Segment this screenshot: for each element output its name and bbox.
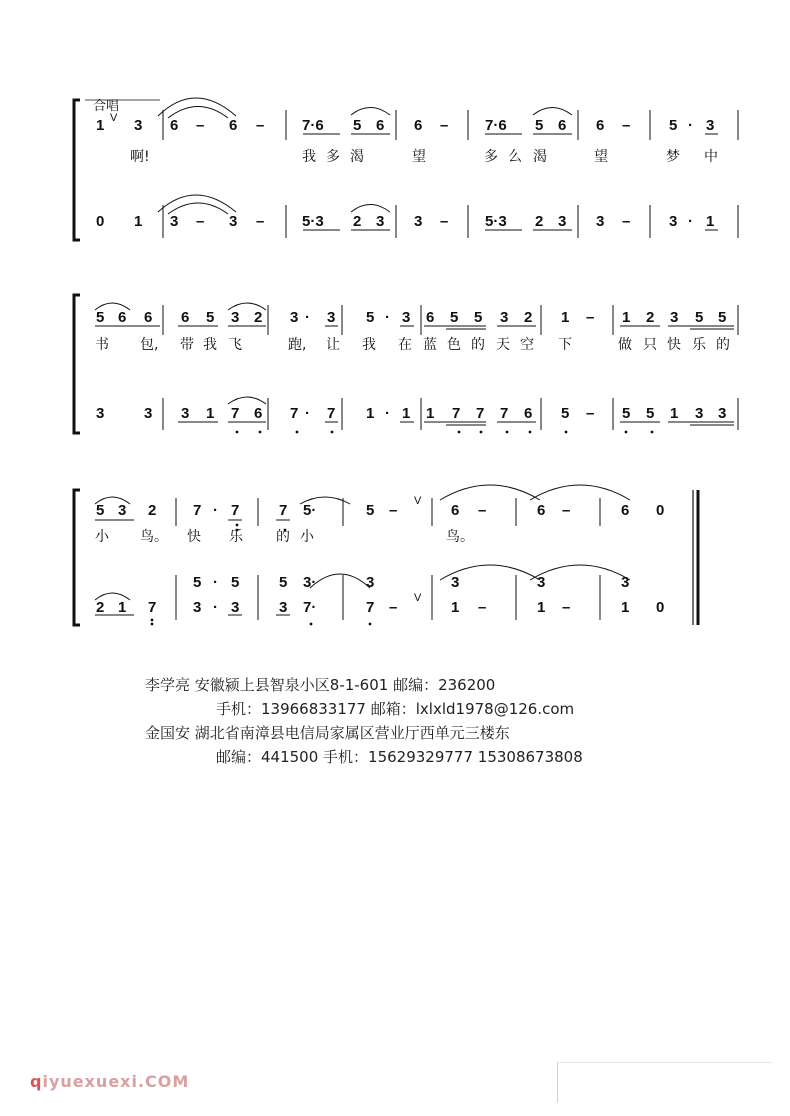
note: 2 <box>254 309 263 326</box>
note: 1 <box>426 405 435 422</box>
lyric: 的 <box>471 337 485 353</box>
note: – <box>440 117 449 134</box>
note: · <box>213 599 218 616</box>
note: 3 <box>327 309 336 326</box>
note: 3 <box>170 213 179 230</box>
note: 1 <box>706 213 715 230</box>
note: 1 <box>621 599 630 616</box>
note: 5·3 <box>302 213 324 230</box>
note: 3 <box>451 574 460 591</box>
note: 5 <box>646 405 655 422</box>
note: · <box>688 117 693 134</box>
note: 3 <box>402 309 411 326</box>
note: 7 <box>231 405 240 422</box>
lyric: 做 <box>618 337 632 353</box>
note: 7 <box>231 502 240 519</box>
note: 7 <box>290 405 299 422</box>
note: 5 <box>695 309 704 326</box>
note: 6 <box>537 502 546 519</box>
contact-line-1: 李学亮 安徽颍上县智泉小区8-1-601 邮编：236200 <box>145 676 496 694</box>
note: 5 <box>279 574 288 591</box>
note: 6 <box>254 405 263 422</box>
note: 5· <box>303 502 317 519</box>
note: · <box>305 405 310 422</box>
lyric: 乐 <box>229 529 243 545</box>
note: · <box>385 309 390 326</box>
note: 7 <box>476 405 485 422</box>
system-bracket <box>74 295 80 433</box>
contact-info <box>0 668 790 778</box>
note: 6 <box>621 502 630 519</box>
note: V <box>110 112 118 124</box>
note: 0 <box>96 213 105 230</box>
note: 3 <box>695 405 704 422</box>
note: 1 <box>622 309 631 326</box>
note: 3 <box>621 574 630 591</box>
lyric: 多 <box>326 149 340 165</box>
note: 6 <box>118 309 127 326</box>
note: 3 <box>231 309 240 326</box>
note: 6 <box>144 309 153 326</box>
note: 7 <box>148 599 157 616</box>
note: 1 <box>402 405 411 422</box>
note: 1 <box>134 213 143 230</box>
note: 2 <box>148 502 157 519</box>
note: 2 <box>535 213 544 230</box>
contact-line-2: 手机：13966833177 邮箱：lxlxld1978@126.com <box>216 700 575 718</box>
note: 1 <box>118 599 127 616</box>
note: 2 <box>524 309 533 326</box>
note: 3 <box>96 405 105 422</box>
lyric: 蓝 <box>423 337 437 353</box>
lyric: 我 <box>362 337 376 353</box>
note: 5 <box>718 309 727 326</box>
note: 5 <box>231 574 240 591</box>
note: · <box>688 213 693 230</box>
note: 1 <box>670 405 679 422</box>
lyric: 啊! <box>130 149 150 165</box>
note: 7·6 <box>302 117 324 134</box>
lyric: 只 <box>643 337 657 353</box>
note: 3 <box>118 502 127 519</box>
note: – <box>196 213 205 230</box>
note: 0 <box>656 502 665 519</box>
note: – <box>478 502 487 519</box>
note: 5·3 <box>485 213 507 230</box>
lyric: 梦 <box>666 149 680 165</box>
note: 5 <box>353 117 362 134</box>
corner-frame <box>557 1062 773 1103</box>
lyric: 下 <box>558 337 572 353</box>
note: 3 <box>193 599 202 616</box>
note: · <box>213 574 218 591</box>
note: 5 <box>206 309 215 326</box>
note: 3 <box>144 405 153 422</box>
note: – <box>256 117 265 134</box>
chorus-label: 合唱 <box>93 99 120 114</box>
note: 7 <box>366 599 375 616</box>
note: 3 <box>558 213 567 230</box>
note: 3 <box>279 599 288 616</box>
note: 7 <box>500 405 509 422</box>
note: 7·6 <box>485 117 507 134</box>
note: 6 <box>596 117 605 134</box>
note: 3· <box>303 574 317 591</box>
lyric: 快 <box>187 529 201 545</box>
note: 1 <box>537 599 546 616</box>
system-bracket <box>74 100 80 240</box>
note: 7 <box>452 405 461 422</box>
lyric: 渴 <box>533 149 547 165</box>
note: – <box>586 405 595 422</box>
note: 3 <box>134 117 143 134</box>
note: – <box>440 213 449 230</box>
note: 7 <box>327 405 336 422</box>
lyric: 鸟。 <box>140 529 168 545</box>
note: 5 <box>535 117 544 134</box>
lyric: 在 <box>398 337 412 353</box>
note: 1 <box>366 405 375 422</box>
note: 6 <box>181 309 190 326</box>
contact-line-3: 金国安 湖北省南漳县电信局家属区营业厅西单元三楼东 <box>145 724 510 742</box>
note: 5 <box>450 309 459 326</box>
note: 6 <box>524 405 533 422</box>
note: 2 <box>96 599 105 616</box>
lyric: 飞 <box>228 337 242 353</box>
note: 5 <box>622 405 631 422</box>
note: 5 <box>366 309 375 326</box>
note: – <box>622 213 631 230</box>
lyric: 望 <box>594 149 608 165</box>
lyric: 让 <box>326 337 340 353</box>
lyric: 中 <box>704 149 718 165</box>
note: – <box>562 502 571 519</box>
lyric: 快 <box>667 337 681 353</box>
note: 3 <box>181 405 190 422</box>
note: 5 <box>366 502 375 519</box>
lyric: 的 <box>716 337 730 353</box>
note: 3 <box>670 309 679 326</box>
note: 3 <box>669 213 678 230</box>
note: – <box>389 502 398 519</box>
note: 7 <box>193 502 202 519</box>
note: V <box>414 495 422 507</box>
note: 6 <box>376 117 385 134</box>
lyric: 空 <box>520 337 534 353</box>
note: 3 <box>718 405 727 422</box>
note: 1 <box>96 117 105 134</box>
note: 5 <box>669 117 678 134</box>
lyric: 么 <box>508 149 522 165</box>
note: 3 <box>500 309 509 326</box>
note: 7 <box>279 502 288 519</box>
watermark-q: q <box>30 1072 43 1091</box>
lyric: 带 <box>180 337 194 353</box>
note: 6 <box>229 117 238 134</box>
note: 5 <box>193 574 202 591</box>
lyric: 望 <box>412 149 426 165</box>
lyric: 包, <box>140 337 159 353</box>
lyric: 我 <box>203 337 217 353</box>
note: 6 <box>426 309 435 326</box>
site-watermark <box>30 1072 189 1091</box>
note: 3 <box>596 213 605 230</box>
note: 3 <box>537 574 546 591</box>
lyric: 鸟。 <box>446 529 474 545</box>
lyric: 多 <box>484 149 498 165</box>
note: 3 <box>290 309 299 326</box>
note: 3 <box>229 213 238 230</box>
note: · <box>385 405 390 422</box>
lyric: 我 <box>302 149 316 165</box>
note: – <box>256 213 265 230</box>
note: 6 <box>170 117 179 134</box>
contact-line-4: 邮编：441500 手机：15629329777 15308673808 <box>216 748 583 766</box>
note: 7· <box>303 599 317 616</box>
note: 3 <box>366 574 375 591</box>
note: – <box>478 599 487 616</box>
lyric: 色 <box>447 337 461 353</box>
lyric: 的 <box>276 529 290 545</box>
note: 5 <box>96 309 105 326</box>
lyric: 小 <box>95 529 109 545</box>
watermark-text: iyuexuexi.COM <box>42 1072 190 1091</box>
lyric: 小 <box>300 529 314 545</box>
note: 2 <box>646 309 655 326</box>
note: 3 <box>376 213 385 230</box>
lyric: 跑, <box>288 337 307 353</box>
note: 2 <box>353 213 362 230</box>
lyric: 渴 <box>350 149 364 165</box>
lyric: 乐 <box>692 337 706 353</box>
lyric: 天 <box>496 337 510 353</box>
note: – <box>562 599 571 616</box>
note: V <box>414 592 422 604</box>
note: 6 <box>414 117 423 134</box>
note: · <box>213 502 218 519</box>
note: · <box>305 309 310 326</box>
system-bracket <box>74 490 80 625</box>
note: 1 <box>206 405 215 422</box>
note: 6 <box>558 117 567 134</box>
note: – <box>196 117 205 134</box>
note: 1 <box>561 309 570 326</box>
note: 1 <box>451 599 460 616</box>
note: 5 <box>474 309 483 326</box>
note: – <box>389 599 398 616</box>
note: – <box>586 309 595 326</box>
note: 3 <box>706 117 715 134</box>
note: 0 <box>656 599 665 616</box>
note: 5 <box>96 502 105 519</box>
note: 3 <box>414 213 423 230</box>
note: – <box>622 117 631 134</box>
note: 5 <box>561 405 570 422</box>
lyric: 书 <box>95 337 109 353</box>
note: 6 <box>451 502 460 519</box>
note: 3 <box>231 599 240 616</box>
